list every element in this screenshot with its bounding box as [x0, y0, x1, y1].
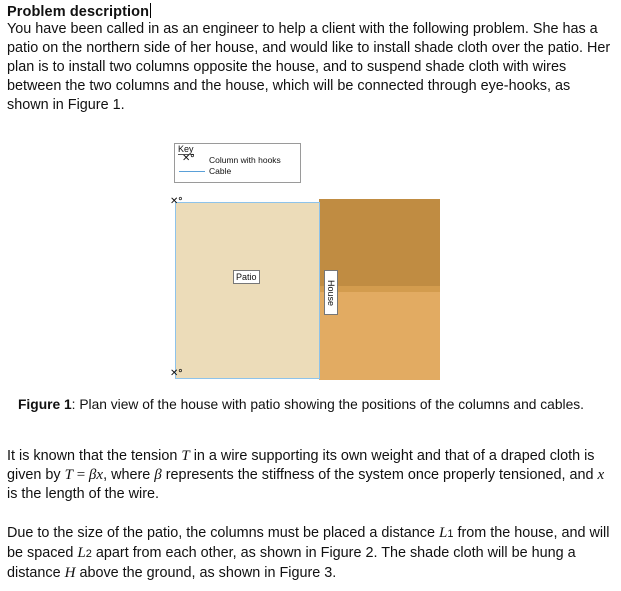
figure-caption	[18, 396, 598, 413]
key-cable-label: Cable	[209, 166, 232, 176]
key-column-label: Column with hooks	[209, 155, 281, 165]
patio-label: Patio	[233, 270, 260, 284]
column-bottom-icon: ✕°	[170, 368, 183, 379]
key-row-column	[179, 155, 281, 165]
house-label: House	[324, 270, 338, 315]
figure-key	[174, 143, 301, 183]
caption-text: : Plan view of the house with patio showing the positions of the columns and cables.	[71, 397, 584, 412]
cable-line-icon	[179, 171, 205, 172]
caption-label: Figure 1	[18, 397, 72, 412]
section-heading: Problem description	[7, 4, 150, 20]
key-row-cable	[179, 166, 231, 176]
text-cursor	[150, 3, 151, 18]
columns-paragraph: Due to the size of the patio, the columns must be placed a distance L1 from the house, and will be spaced L2 apart from each other, as shown in Figure 2. The shade cloth will be hung a distance H above the ground, as shown in Figure 3.	[7, 525, 610, 581]
intro-paragraph: You have been called in as an engineer to help a client with the following problem. She has a patio on the northern side of her house, and would like to install shade cloth over the patio. Her plan is to install two columns opposite the house, and to suspend shade cloth with wires between the two columns and the house, which will be connected through eye-hooks, as shown in Figure 1.	[7, 21, 611, 113]
column-top-icon: ✕°	[170, 196, 183, 207]
tension-paragraph: It is known that the tension T in a wire supporting its own weight and that of a draped cloth is given by T = βx, where β represents the stiffness of the system once properly tensioned, and x is the length of the wire.	[7, 448, 605, 502]
patio-area	[175, 202, 320, 379]
key-title: Key	[178, 144, 194, 154]
column-hook-icon: ✕°	[182, 153, 195, 165]
